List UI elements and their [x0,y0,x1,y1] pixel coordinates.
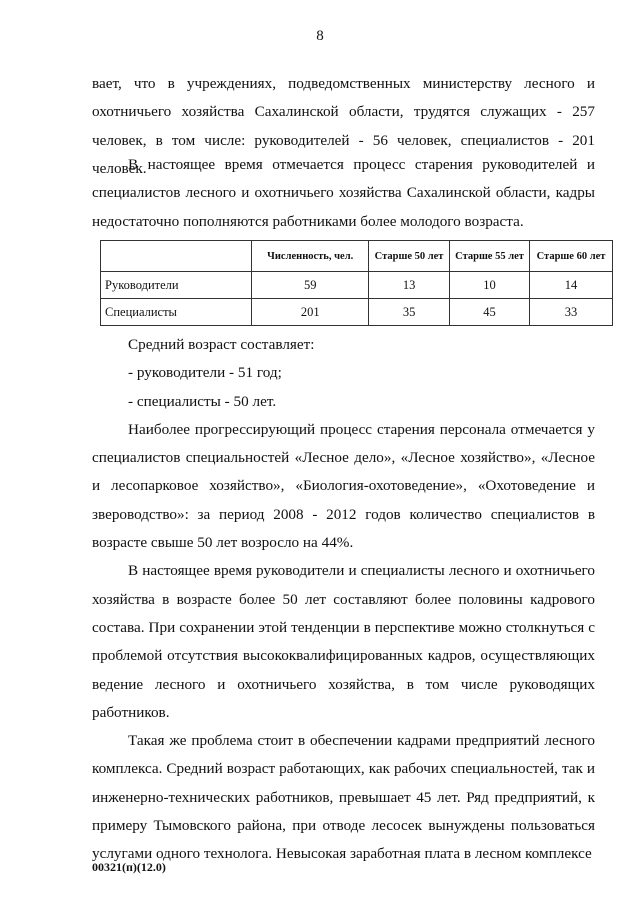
table-row-label: Специалисты [101,299,252,326]
table-row-label: Руководители [101,272,252,299]
paragraph-forest-complex: Такая же проблема стоит в обеспечении кадрами предприятий лесного комплекса. Средний возраст работающих, как рабочих специальностей, так и инженерно-технических работников, превышает 45 лет. Ряд предприятий, к примеру Тымовского района, при отводе лесосек вынуждены пользоваться услугами одного технолога. Невысокая заработная плата в лесном комплексе [92,732,595,863]
table-header-over-60: Старше 60 лет [530,241,613,272]
table-row [101,299,613,326]
table-cell: 35 [369,299,450,326]
document-body-aging [92,151,595,236]
table-cell: 13 [369,272,450,299]
average-age-intro: Средний возраст составляет: [128,336,315,353]
paragraph-continued: вает, что в учреждениях, подведомственных министерству лесного и охотничьего хозяйства Сахалинской области, трудятся служащих - 257 человек, в том числе: руководителей - 56 человек, специалистов - 201 человек. [92,75,595,177]
paragraph-over-50: В настоящее время руководители и специалисты лесного и охотничьего хозяйства в возрасте более 50 лет составляют более половины кадрового состава. При сохранении этой тенденции в перспективе можно столкнуться с проблемой отсутствия высококвалифицированных кадров, осуществляющих ведение лесного и охотничьего хозяйства, в том числе руководящих работников. [92,562,595,721]
table-cell: 201 [252,299,369,326]
staff-age-table [100,240,613,326]
document-body-bottom [92,331,595,869]
table-cell: 14 [530,272,613,299]
table-header-count: Численность, чел. [252,241,369,272]
page-number: 8 [316,28,324,44]
table-header-over-50: Старше 50 лет [369,241,450,272]
paragraph-specialties: Наиболее прогрессирующий процесс старения персонала отмечается у специалистов специальностей «Лесное дело», «Лесное хозяйство», «Лесное и лесопарковое хозяйство», «Биология-охотоведение», «Охотоведение и звероводство»: за период 2008 - 2012 годов количество специалистов в возрасте свыше 50 лет возросло на 44%. [92,420,595,552]
document-code-footer: 00321(п)(12.0) [92,860,166,874]
average-age-item: - специалисты - 50 лет. [128,392,277,410]
average-age-item: - руководители - 51 год; [128,364,282,382]
table-cell: 10 [450,272,530,299]
table-header-over-55: Старше 55 лет [450,241,530,272]
table-row [101,272,613,299]
table-header-row [101,241,613,272]
table-header-cell-empty [101,241,252,272]
table-cell: 45 [450,299,530,326]
paragraph-aging: В настоящее время отмечается процесс старения руководителей и специалистов лесного и охотничьего хозяйства Сахалинской области, кадры недостаточно пополняются работниками более молодого возраста. [92,156,595,230]
table-cell: 33 [530,299,613,326]
table-cell: 59 [252,272,369,299]
